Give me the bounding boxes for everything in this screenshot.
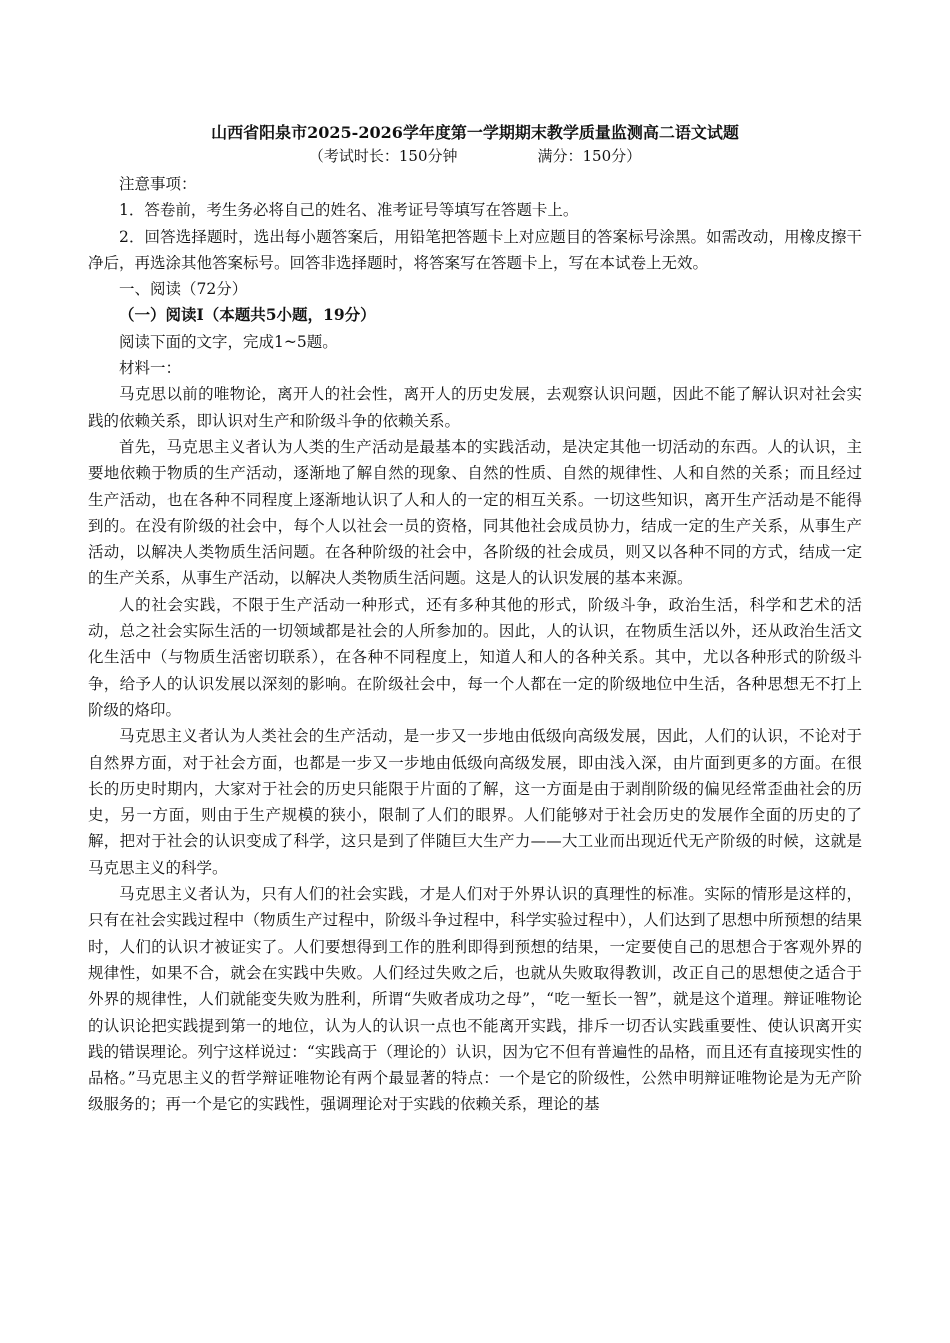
notes-item-1: 1．答卷前，考生务必将自己的姓名、准考证号等填写在答题卡上。 <box>119 201 579 220</box>
exam-time: （考试时长：150分钟 <box>308 147 458 165</box>
passage-paragraph-2: 首先，马克思主义者认为人类的生产活动是最基本的实践活动，是决定其他一切活动的东西。人的认识，主要地依赖于物质的生产活动，逐渐地了解自然的现象、自然的性质、自然的规律性、人和自然的关系；而且经过生产活动，也在各种不同程度上逐渐地认识了人和人的一定的相互关系。一切这些知识，离开生产活动是不能得到的。在没有阶级的社会中，每个人以社会一员的资格，同其他社会成员协力，结成一定的生产关系，从事生产活动，以解决人类物质生活问题。在各种阶级的社会中，各阶级的社会成员，则又以各种不同的方式，结成一定的生产关系，从事生产活动，以解决人类物质生活问题。这是人的认识发展的基本来源。 <box>88 437 862 588</box>
exam-body <box>88 171 862 1118</box>
sub-section-heading: （一）阅读Ⅰ（本题共5小题，19分） <box>119 305 376 325</box>
notes-item-2: 2．回答选择题时，选出每小题答案后，用铅笔把答题卡上对应题目的答案标号涂黑。如需改动，用橡皮擦干净后，再选涂其他答案标号。回答非选择题时，将答案写在答题卡上，写在本试卷上无效。 <box>88 227 862 272</box>
full-score: 满分：150分） <box>537 147 642 165</box>
reading-instruction: 阅读下面的文字，完成1~5题。 <box>119 332 338 351</box>
passage-paragraph-1: 马克思以前的唯物论，离开人的社会性，离开人的历史发展，去观察认识问题，因此不能了解认识对社会实践的依赖关系，即认识对生产和阶级斗争的依赖关系。 <box>88 385 862 430</box>
exam-title: 山西省阳泉市2025-2026学年度第一学期期末教学质量监测高二语文试题 <box>211 123 739 142</box>
exam-subtitle <box>0 145 950 167</box>
passage-paragraph-5: 马克思主义者认为，只有人们的社会实践，才是人们对于外界认识的真理性的标准。实际的情形是这样的，只有在社会实践过程中（物质生产过程中，阶级斗争过程中，科学实验过程中），人们达到了思想中所预想的结果时，人们的认识才被证实了。人们要想得到工作的胜利即得到预想的结果，一定要使自己的思想合于客观外界的规律性，如果不合，就会在实践中失败。人们经过失败之后，也就从失败取得教训，改正自己的思想使之适合于外界的规律性，人们就能变失败为胜利，所谓“失败者成功之母”，“吃一堑长一智”，就是这个道理。辩证唯物论的认识论把实践提到第一的地位，认为人的认识一点也不能离开实践，排斥一切否认实践重要性、使认识离开实践的错误理论。列宁这样说过：“实践高于（理论的）认识，因为它不但有普遍性的品格，而且还有直接现实性的品格。”马克思主义的哲学辩证唯物论有两个最显著的特点：一个是它的阶级性，公然申明辩证唯物论是为无产阶级服务的；再一个是它的实践性，强调理论对于实践的依赖关系，理论的基 <box>88 885 862 1114</box>
material-label: 材料一： <box>119 359 182 378</box>
section-heading: 一、阅读（72分） <box>119 280 248 299</box>
notes-heading: 注意事项： <box>119 175 197 193</box>
passage-paragraph-3: 人的社会实践，不限于生产活动一种形式，还有多种其他的形式，阶级斗争，政治生活，科学和艺术的活动，总之社会实际生活的一切领域都是社会的人所参加的。因此，人的认识，在物质生活以外，还从政治生活文化生活中（与物质生活密切联系），在各种不同程度上，知道人和人的各种关系。其中，尤以各种形式的阶级斗争，给予人的认识发展以深刻的影响。在阶级社会中，每一个人都在一定的阶级地位中生活，各种思想无不打上阶级的烙印。 <box>88 595 862 719</box>
passage-paragraph-4: 马克思主义者认为人类社会的生产活动，是一步又一步地由低级向高级发展，因此，人们的认识，不论对于自然界方面，对于社会方面，也都是一步又一步地由低级向高级发展，即由浅入深，由片面到更多的方面。在很长的历史时期内，大家对于社会的历史只能限于片面的了解，这一方面是由于剥削阶级的偏见经常歪曲社会的历史，另一方面，则由于生产规模的狭小，限制了人们的眼界。人们能够对于社会历史的发展作全面的历史的了解，把对于社会的认识变成了科学，这只是到了伴随巨大生产力——大工业而出现近代无产阶级的时候，这就是马克思主义的科学。 <box>88 727 862 877</box>
